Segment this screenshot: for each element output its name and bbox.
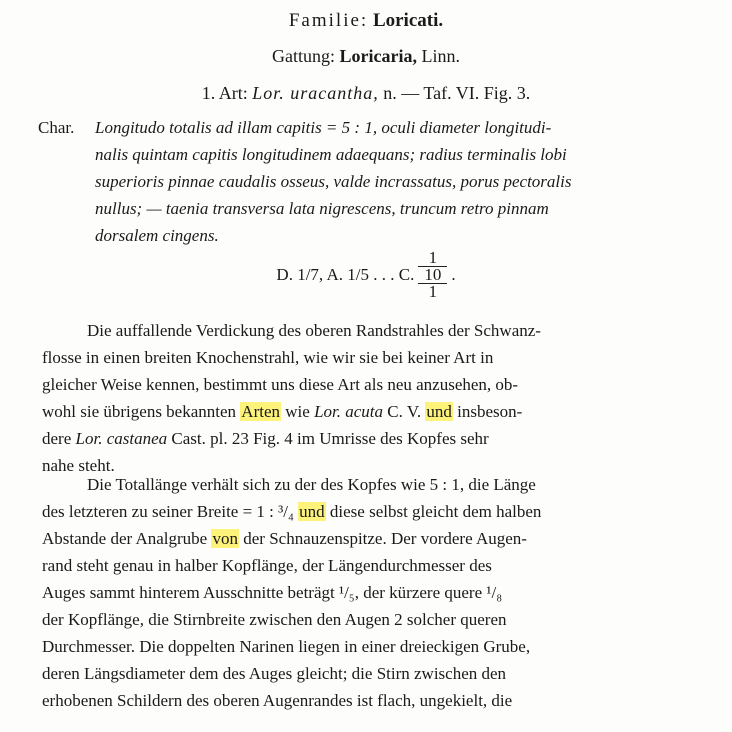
- highlight-arten: Arten: [241, 402, 281, 421]
- para1-l5b: Cast. pl. 23 Fig. 4 im Umrisse des Kopfes sehr: [171, 429, 489, 448]
- art-name: Lor. uracantha,: [252, 83, 379, 103]
- para2-line-3: [42, 529, 527, 549]
- char-text-1: Longitudo totalis ad illam capitis = 5 : 1, oculi diameter longitudi-: [95, 118, 552, 137]
- gattung-name: Loricaria,: [339, 46, 417, 66]
- para1-line-5: [42, 429, 489, 449]
- fraction-bottom: 1: [428, 282, 438, 301]
- highlight-und-1: und: [426, 402, 452, 421]
- char-line-5: dorsalem cingens.: [95, 226, 219, 245]
- formula-end: .: [451, 265, 456, 284]
- para1-line-6: nahe steht.: [42, 456, 115, 475]
- para1-line-2: flosse in einen breiten Knochenstrahl, wie wir sie bei keiner Art in: [42, 348, 494, 367]
- para2-line-6: der Kopflänge, die Stirnbreite zwischen den Augen 2 solcher queren: [42, 610, 507, 629]
- para1-l5a: dere: [42, 429, 72, 448]
- highlight-und-2: und: [299, 502, 325, 521]
- para1-line-4: [42, 402, 522, 422]
- para2-l3a: Abstande der Analgrube: [42, 529, 208, 548]
- para2-line-1: Die Totallänge verhält sich zu der des Kopfes wie 5 : 1, die Länge: [87, 475, 536, 494]
- gattung-heading: [0, 46, 732, 67]
- char-line-2: nalis quintam capitis longitudinem adaequans; radius terminalis lobi: [95, 145, 567, 164]
- gattung-author: Linn.: [421, 46, 460, 66]
- para2-l3b: der Schnauzenspitze. Der vordere Augen-: [243, 529, 527, 548]
- para1-l4d: insbeson-: [457, 402, 523, 421]
- species-lor-acuta: Lor. acuta: [314, 402, 384, 421]
- para2-line-2: [42, 502, 541, 522]
- gattung-label: Gattung:: [272, 46, 335, 66]
- para2-l2b: diese selbst gleicht dem halben: [329, 502, 542, 521]
- para2-line-9: erhobenen Schildern des oberen Augenrandes ist flach, ungekielt, die: [42, 691, 513, 710]
- para2-line-8: deren Längsdiameter dem des Auges gleicht; die Stirn zwischen den: [42, 664, 507, 683]
- fraction-top: 1: [428, 248, 438, 267]
- para1-line-3: gleicher Weise kennen, bestimmt uns diese Art als neu anzusehen, ob-: [42, 375, 519, 394]
- familie-name: Loricati.: [372, 10, 444, 31]
- art-suffix: n. — Taf. VI. Fig. 3.: [383, 83, 531, 103]
- para2-l2a: des letzteren zu seiner Breite = 1 : ³/₄: [42, 502, 294, 521]
- para2-line-7: Durchmesser. Die doppelten Narinen liegen in einer dreieckigen Grube,: [42, 637, 531, 656]
- char-line-4: nullus; — taenia transversa lata nigrescens, truncum retro pinnam: [95, 199, 549, 218]
- familie-heading: [0, 10, 732, 32]
- art-heading: [0, 83, 732, 104]
- species-lor-castanea: Lor. castanea: [75, 429, 168, 448]
- char-line-1: [95, 118, 705, 138]
- art-prefix: 1. Art:: [201, 83, 248, 103]
- para2-line-5: Auges sammt hinterem Ausschnitte beträgt ¹/₅, der kürzere quere ¹/₈: [42, 583, 503, 602]
- fin-formula: [0, 250, 732, 300]
- highlight-von: von: [212, 529, 238, 548]
- char-label: Char.: [38, 118, 75, 137]
- familie-label: Familie:: [288, 10, 369, 31]
- char-line-3: superioris pinnae caudalis osseus, valde incrassatus, porus pectoralis: [95, 172, 572, 191]
- caudal-fraction: [418, 250, 447, 300]
- formula-text: D. 1/7, A. 1/5 . . . C.: [276, 265, 415, 284]
- para1-l4b: wie: [285, 402, 310, 421]
- fraction-mid: 10: [418, 266, 447, 284]
- para1-l4c: C. V.: [387, 402, 422, 421]
- para2-line-4: rand steht genau in halber Kopflänge, der Längendurchmesser des: [42, 556, 492, 575]
- para1-line-1: Die auffallende Verdickung des oberen Randstrahles der Schwanz-: [87, 321, 541, 340]
- para1-l4a: wohl sie übrigens bekannten: [42, 402, 237, 421]
